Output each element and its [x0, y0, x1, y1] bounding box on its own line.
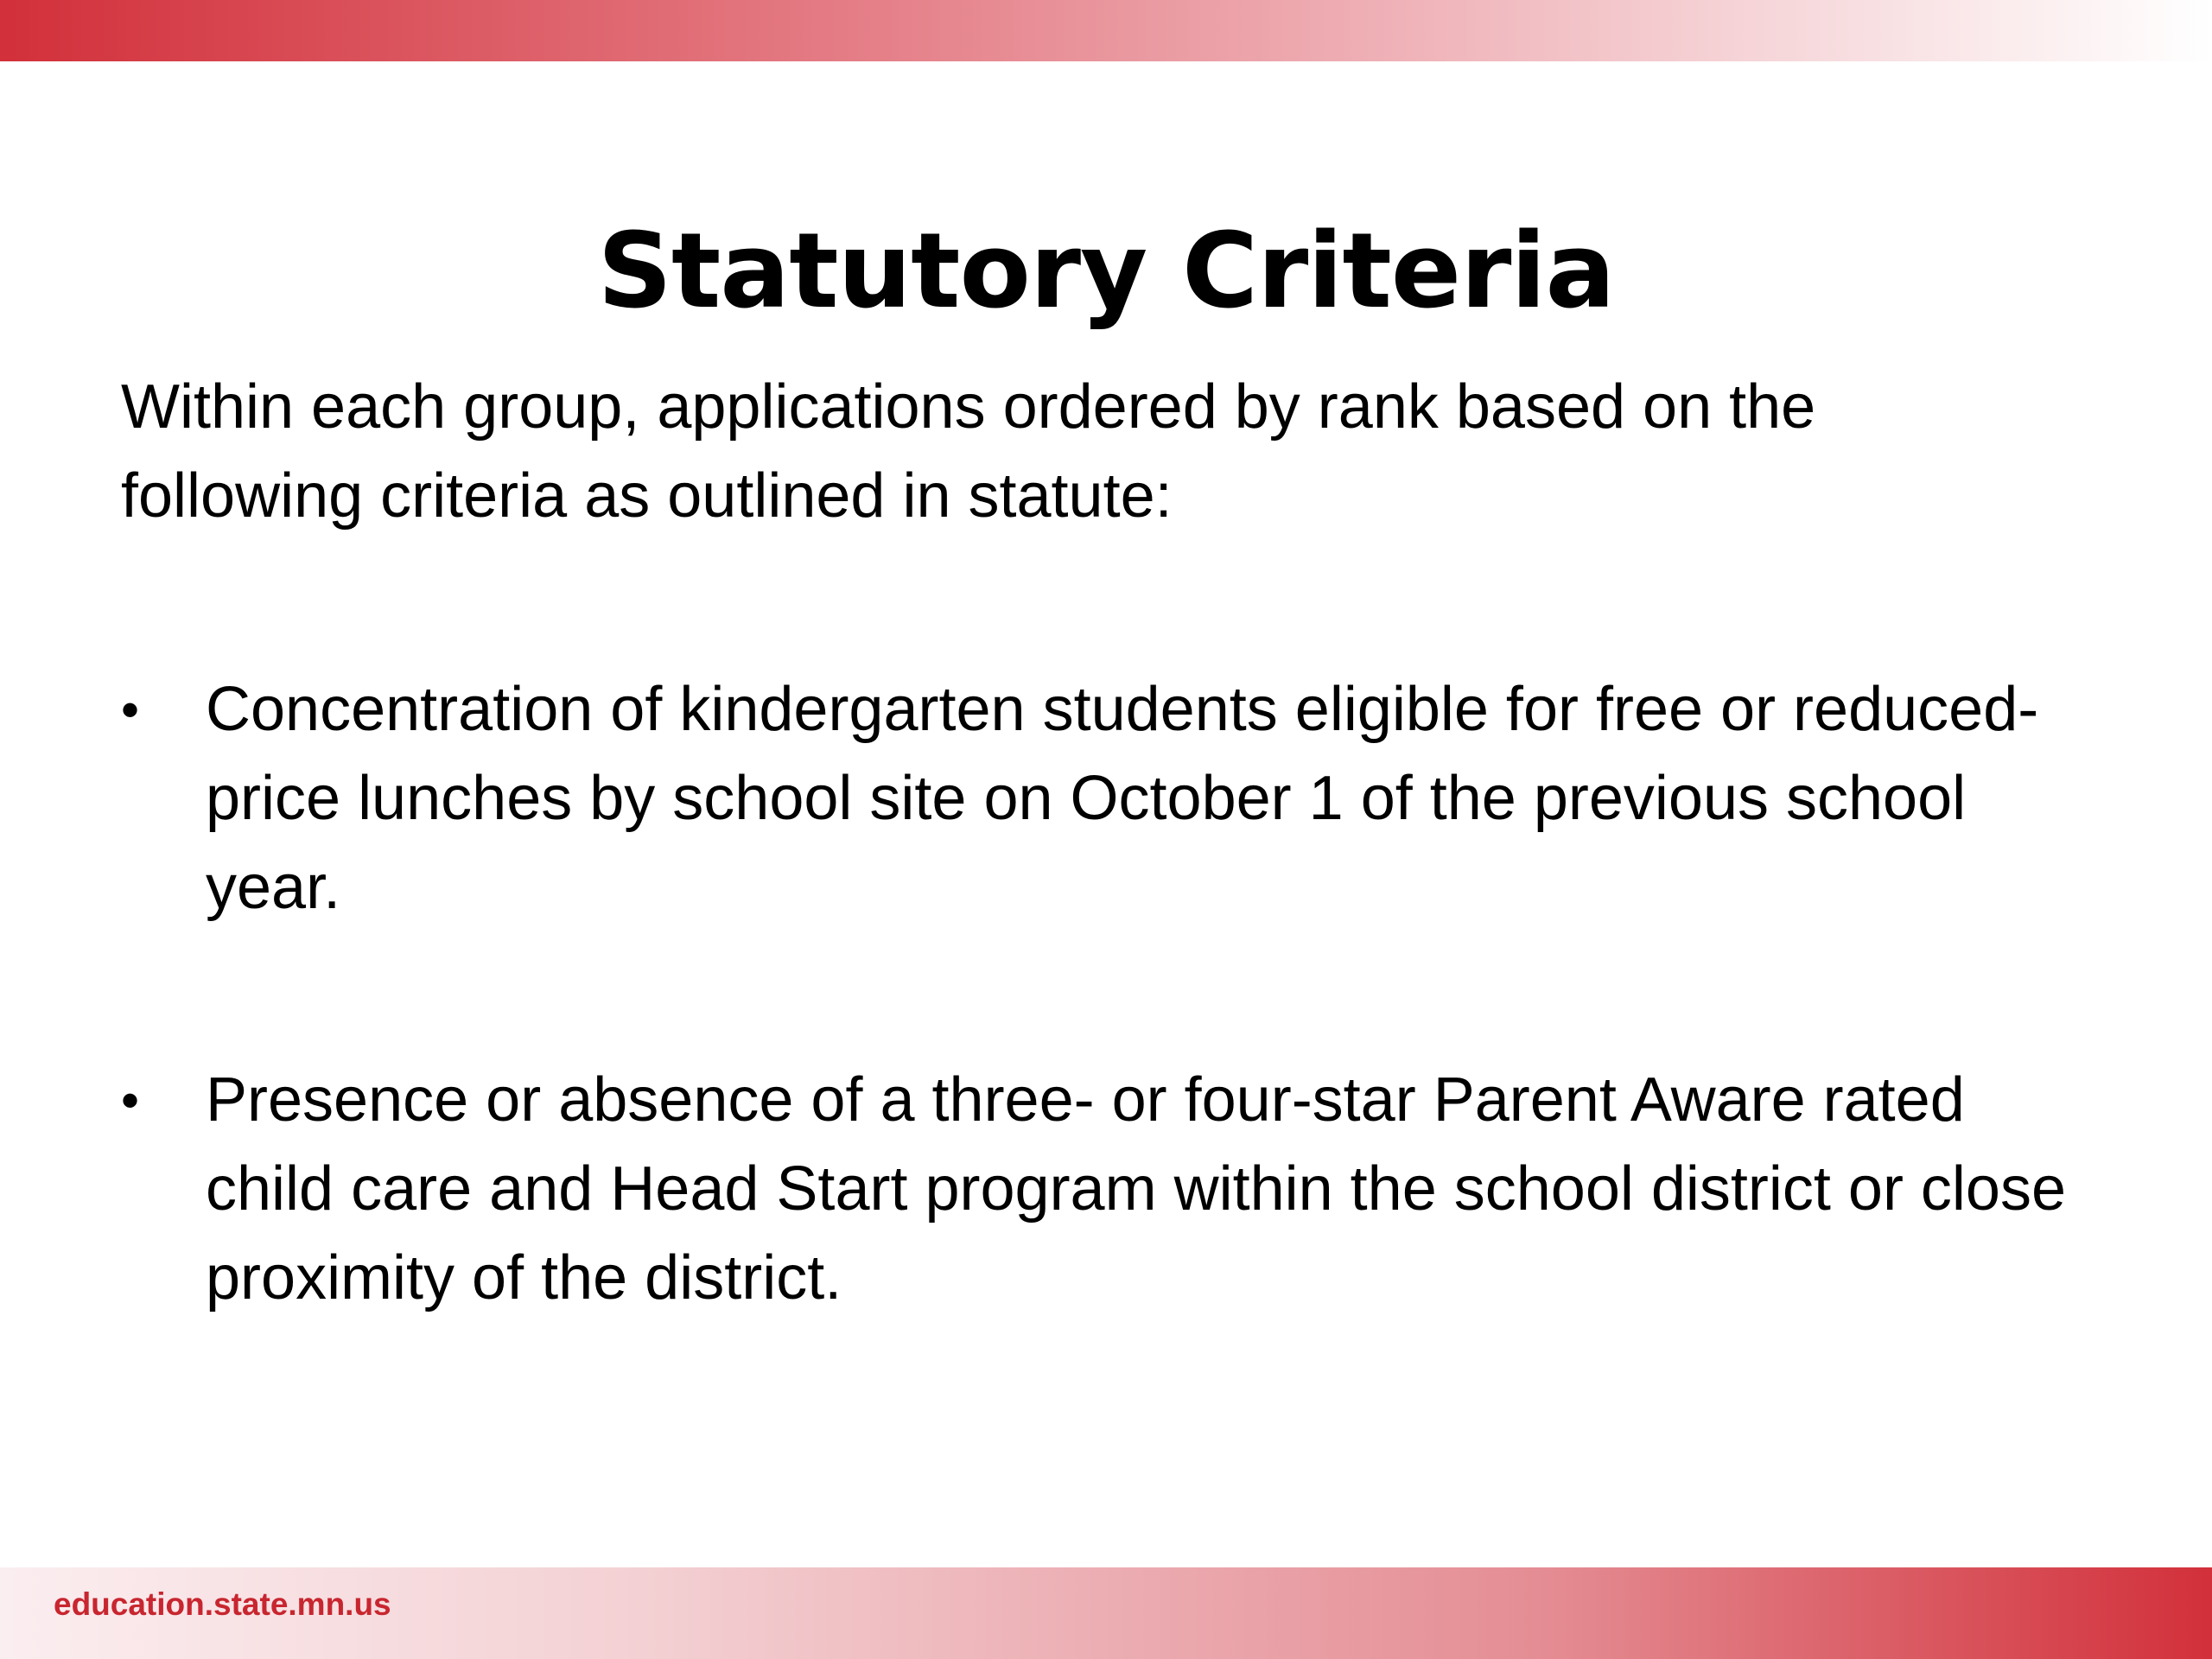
criterion-text: Presence or absence of a three- or four-star Parent Aware rated child care and Head Start program within the school district or close proximity of the district. [206, 1065, 2067, 1313]
bullet-icon: • [121, 1071, 140, 1129]
footer-url: education.state.mn.us [54, 1586, 391, 1622]
criterion-text: Concentration of kindergarten students eligible for free or reduced-price lunches by school site on October 1 of the previous school year. [206, 675, 2039, 922]
list-item [121, 665, 2091, 932]
list-item [121, 1056, 2091, 1323]
slide-title: Statutory Criteria [597, 212, 1615, 333]
bullet-icon: • [121, 681, 140, 739]
criteria-list [121, 665, 2091, 1446]
intro-text: Within each group, applications ordered by rank based on the following criteria as outlined in statute: [121, 372, 1816, 531]
top-accent-bar [0, 0, 2212, 61]
